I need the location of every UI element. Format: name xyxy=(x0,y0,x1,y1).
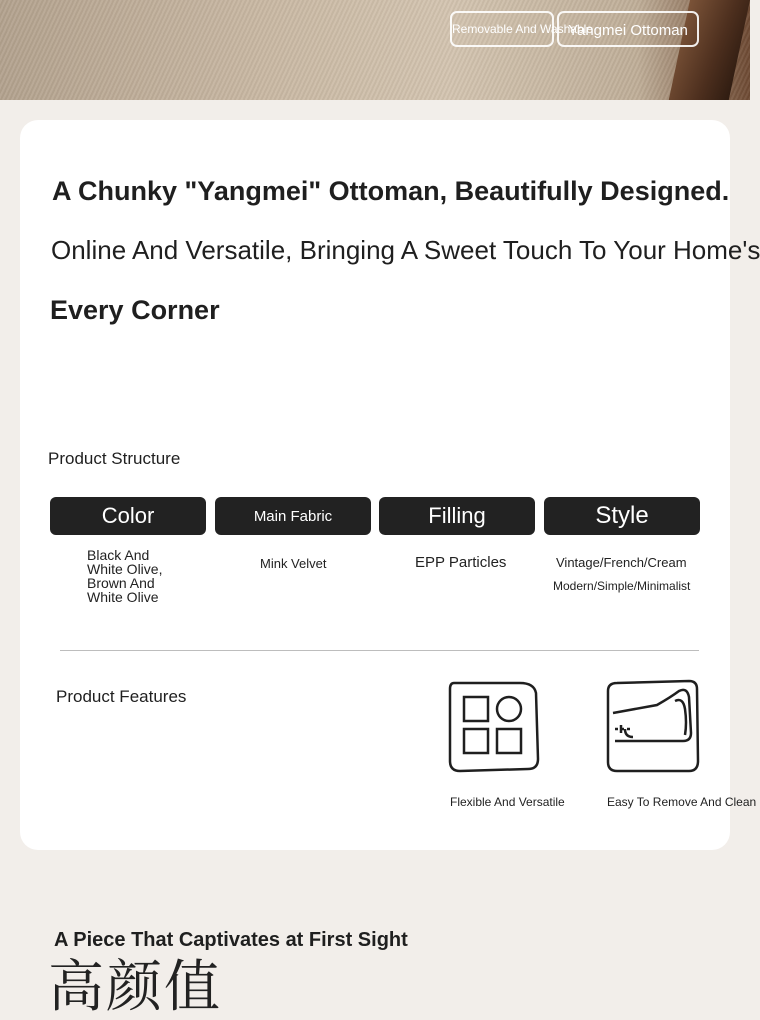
structure-value-main-fabric: Mink Velvet xyxy=(260,556,327,571)
feature-label-flexible: Flexible And Versatile xyxy=(450,795,565,809)
structure-header-main-fabric: Main Fabric xyxy=(215,497,371,535)
hero-banner xyxy=(0,0,750,100)
structure-header-color: Color xyxy=(50,497,206,535)
hero-tag-removable: Removable And Washable xyxy=(450,11,554,47)
structure-value-color: Black And White Olive, Brown And White Olive xyxy=(87,547,163,605)
headline-subtitle-line2: Every Corner xyxy=(50,295,220,325)
structure-value-style-line2: Modern/Simple/Minimalist xyxy=(553,579,691,593)
product-structure-label: Product Structure xyxy=(48,449,181,468)
section-title-captivates: A Piece That Captivates at First Sight xyxy=(54,929,408,951)
hero-tag-product-name: Yangmei Ottoman xyxy=(557,11,699,47)
product-info-card xyxy=(20,120,760,850)
headline-title: A Chunky "Yangmei" Ottoman, Beautifully Designed. xyxy=(52,176,730,206)
feature-label-easy-clean: Easy To Remove And Clean xyxy=(607,795,757,809)
product-features-label: Product Features xyxy=(56,687,187,706)
structure-value-filling: EPP Particles xyxy=(415,554,507,571)
structure-header-style: Style xyxy=(544,497,700,535)
section-divider xyxy=(60,650,699,651)
removable-cover-icon xyxy=(605,679,701,775)
headline-subtitle-line1: Online And Versatile, Bringing A Sweet Touch To Your Home's xyxy=(51,235,760,265)
section-cjk-heading: 高颜值 xyxy=(48,955,222,1020)
modular-grid-icon xyxy=(446,679,542,775)
structure-header-filling: Filling xyxy=(379,497,535,535)
structure-value-style-line1: Vintage/French/Cream xyxy=(556,555,687,570)
